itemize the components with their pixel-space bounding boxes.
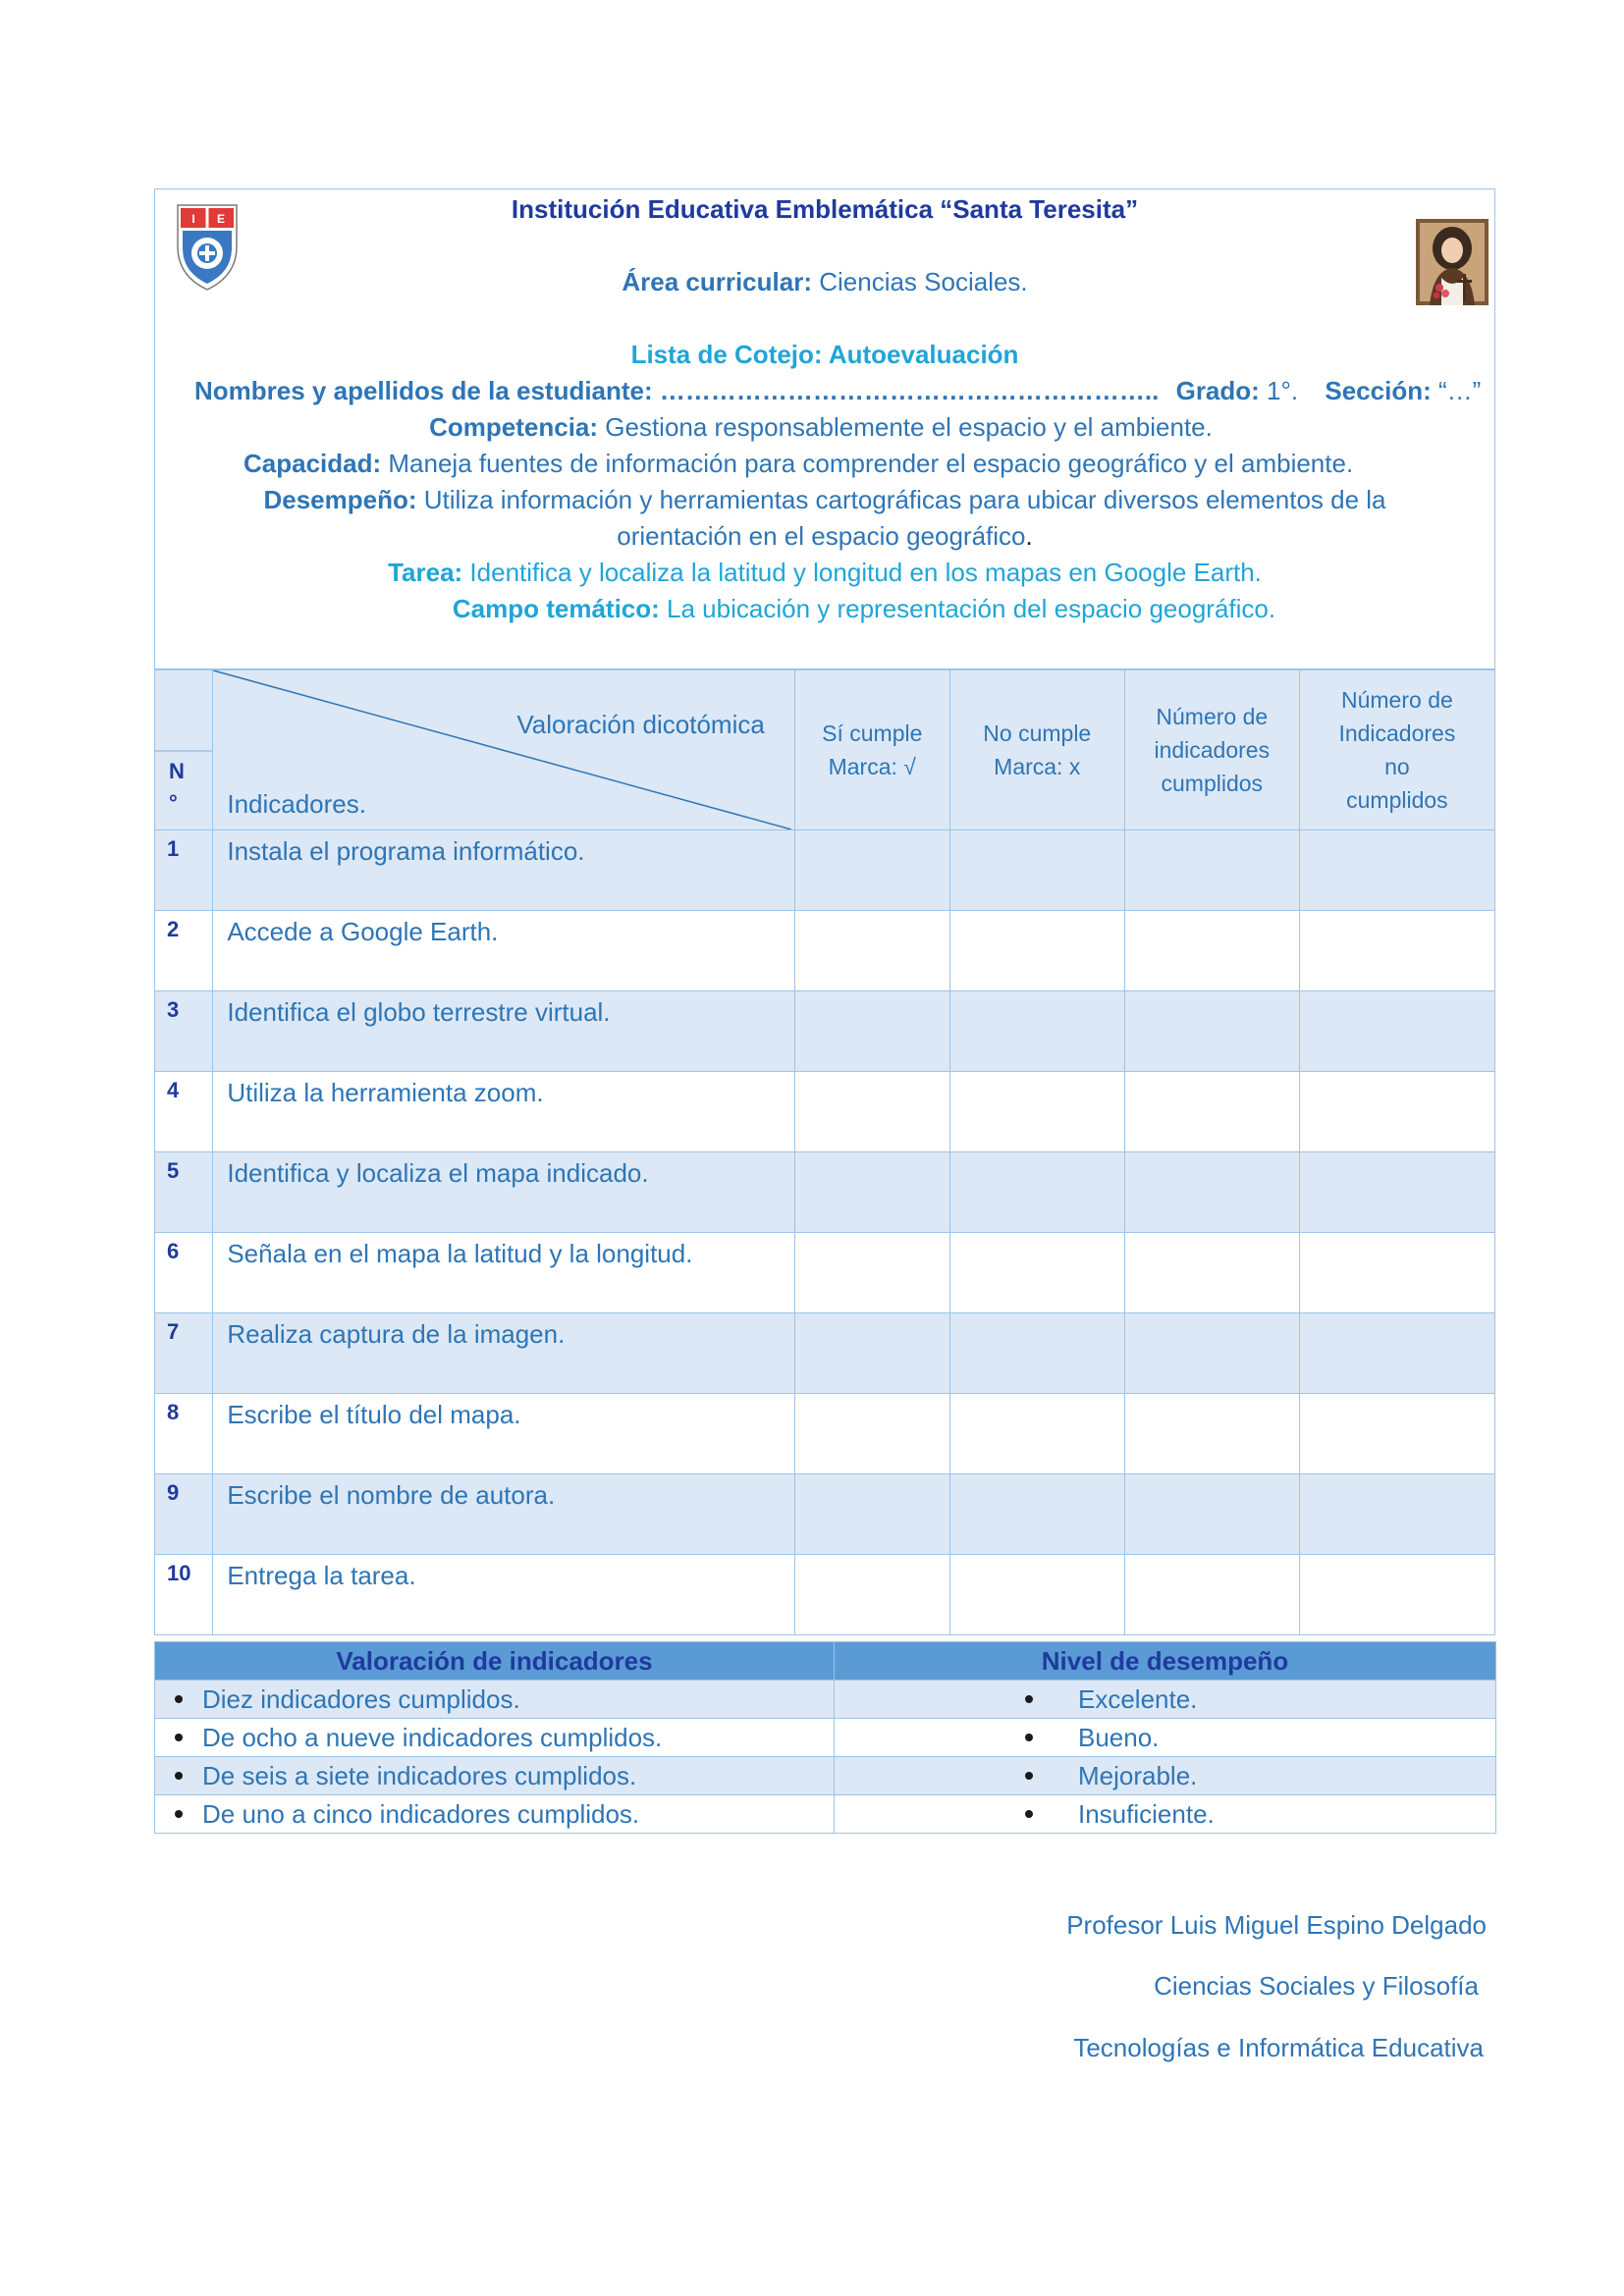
competencia-line — [151, 411, 1490, 443]
si-cumple-cell[interactable] — [794, 1152, 949, 1233]
indicator-text: Escribe el nombre de autora. — [213, 1474, 794, 1555]
numero-no-cumplidos-line: Número de — [1341, 687, 1453, 713]
numero-no-cumplidos-cell[interactable] — [1299, 830, 1494, 911]
capacidad-value: Maneja fuentes de información para comprender el espacio geográfico y el ambiente. — [381, 449, 1354, 478]
bullet-icon — [1025, 1734, 1033, 1741]
capacidad-label: Capacidad: — [244, 449, 382, 478]
desempeno-label: Desempeño: — [263, 485, 417, 514]
tarea-label: Tarea: — [388, 558, 463, 587]
table-row — [155, 1394, 1495, 1474]
indicadores-label: Indicadores. — [227, 789, 366, 819]
numero-no-cumplidos-header — [1299, 670, 1494, 830]
rubric-criterion — [155, 1719, 835, 1757]
indicator-text: Señala en el mapa la latitud y la longitud. — [213, 1233, 794, 1313]
desempeno-value-1: Utiliza información y herramientas cartográficas para ubicar diversos elementos de la — [416, 485, 1386, 514]
teacher-subject: Ciencias Sociales y Filosofía — [1154, 1971, 1479, 2001]
row-number: 3 — [155, 991, 213, 1072]
numero-cumplidos-line: indicadores — [1154, 737, 1271, 763]
numero-cumplidos-cell[interactable] — [1124, 911, 1299, 991]
numero-no-cumplidos-cell[interactable] — [1299, 911, 1494, 991]
grado-label: Grado: — [1175, 376, 1260, 405]
no-cumple-cell[interactable] — [949, 1555, 1124, 1635]
valoracion-indicadores-header: Valoración de indicadores — [155, 1642, 835, 1681]
seccion-value: “…” — [1431, 376, 1482, 405]
numero-no-cumplidos-cell[interactable] — [1299, 1474, 1494, 1555]
student-label: Nombres y apellidos de la estudiante: ………………………………………………….. — [194, 376, 1160, 405]
area-label: Área curricular: — [622, 267, 812, 296]
criterion-text: De seis a siete indicadores cumplidos. — [202, 1760, 637, 1790]
bullet-icon — [175, 1772, 183, 1780]
tarea-value: Identifica y localiza la latitud y longitud en los mapas en Google Earth. — [462, 558, 1262, 587]
no-cumple-cell[interactable] — [949, 991, 1124, 1072]
row-number: 6 — [155, 1233, 213, 1313]
table-header-row — [155, 670, 1495, 830]
numero-no-cumplidos-cell[interactable] — [1299, 1313, 1494, 1394]
no-cumple-cell[interactable] — [949, 911, 1124, 991]
si-cumple-cell[interactable] — [794, 1072, 949, 1152]
si-cumple-cell[interactable] — [794, 1555, 949, 1635]
numero-cumplidos-cell[interactable] — [1124, 1152, 1299, 1233]
rubric-row — [155, 1719, 1496, 1757]
desempeno-line-2 — [155, 520, 1494, 552]
no-cumple-cell[interactable] — [949, 1474, 1124, 1555]
numero-cumplidos-line: cumplidos — [1161, 771, 1264, 796]
desempeno-value-2: orientación en el espacio geográfico — [617, 521, 1026, 551]
checklist-title: Lista de Cotejo: Autoevaluación — [630, 340, 1019, 369]
desempeno-period: . — [1025, 521, 1033, 551]
si-cumple-header — [794, 670, 949, 830]
number-header-divider — [155, 670, 213, 829]
competencia-label: Competencia: — [429, 412, 599, 442]
indicator-text: Entrega la tarea. — [213, 1555, 794, 1635]
seccion-label: Sección: — [1325, 376, 1432, 405]
table-row — [155, 911, 1495, 991]
svg-text:E: E — [216, 212, 226, 226]
number-header-degree: ° — [169, 790, 178, 815]
curricular-area — [155, 266, 1494, 297]
rubric-criterion — [155, 1681, 835, 1719]
row-number: 1 — [155, 830, 213, 911]
numero-cumplidos-cell[interactable] — [1124, 1072, 1299, 1152]
numero-no-cumplidos-line: cumplidos — [1346, 787, 1448, 813]
indicator-text: Utiliza la herramienta zoom. — [213, 1072, 794, 1152]
rubric-level — [835, 1719, 1496, 1757]
table-row — [155, 1152, 1495, 1233]
bullet-icon — [175, 1810, 183, 1818]
si-cumple-cell[interactable] — [794, 911, 949, 991]
rubric-row — [155, 1681, 1496, 1719]
indicator-text: Realiza captura de la imagen. — [213, 1313, 794, 1394]
level-text: Bueno. — [1078, 1722, 1160, 1752]
si-cumple-cell[interactable] — [794, 1394, 949, 1474]
no-cumple-cell[interactable] — [949, 1233, 1124, 1313]
number-header — [155, 670, 213, 830]
numero-cumplidos-cell[interactable] — [1124, 1555, 1299, 1635]
numero-cumplidos-cell[interactable] — [1124, 991, 1299, 1072]
svg-text:I: I — [191, 212, 195, 226]
numero-cumplidos-cell[interactable] — [1124, 1313, 1299, 1394]
numero-cumplidos-line: Número de — [1156, 704, 1269, 729]
si-cumple-cell[interactable] — [794, 1474, 949, 1555]
level-text: Excelente. — [1078, 1683, 1198, 1714]
no-cumple-cell[interactable] — [949, 830, 1124, 911]
row-number: 8 — [155, 1394, 213, 1474]
numero-no-cumplidos-cell[interactable] — [1299, 1072, 1494, 1152]
numero-no-cumplidos-cell[interactable] — [1299, 1555, 1494, 1635]
indicator-text: Identifica el globo terrestre virtual. — [213, 991, 794, 1072]
no-cumple-label: No cumple — [983, 721, 1092, 746]
no-cumple-cell[interactable] — [949, 1072, 1124, 1152]
numero-cumplidos-cell[interactable] — [1124, 1474, 1299, 1555]
competencia-value: Gestiona responsablemente el espacio y el ambiente. — [598, 412, 1213, 442]
level-text: Insuficiente. — [1078, 1798, 1215, 1829]
numero-no-cumplidos-line: no — [1384, 754, 1410, 779]
no-cumple-cell[interactable] — [949, 1313, 1124, 1394]
numero-cumplidos-cell[interactable] — [1124, 830, 1299, 911]
numero-no-cumplidos-cell[interactable] — [1299, 1233, 1494, 1313]
number-header-n: N — [169, 759, 185, 783]
numero-no-cumplidos-line: Indicadores — [1338, 721, 1456, 746]
table-row — [155, 1555, 1495, 1635]
bullet-icon — [1025, 1695, 1033, 1703]
desempeno-line-1 — [155, 484, 1494, 515]
indicator-text: Accede a Google Earth. — [213, 911, 794, 991]
valoracion-dicotomica-label: Valoración dicotómica — [516, 710, 765, 739]
institution-name: Institución Educativa Emblemática “Santa Teresita” — [511, 194, 1139, 224]
row-number: 7 — [155, 1313, 213, 1394]
no-cumple-mark: Marca: x — [994, 754, 1081, 779]
rubric-level — [835, 1757, 1496, 1795]
table-row — [155, 991, 1495, 1072]
teacher-name: Profesor Luis Miguel Espino Delgado — [1066, 1910, 1487, 1940]
row-number: 10 — [155, 1555, 213, 1635]
no-cumple-header — [949, 670, 1124, 830]
table-row — [155, 830, 1495, 911]
rubric-level — [835, 1681, 1496, 1719]
no-cumple-cell[interactable] — [949, 1152, 1124, 1233]
si-cumple-cell[interactable] — [794, 1313, 949, 1394]
table-row — [155, 1072, 1495, 1152]
si-cumple-label: Sí cumple — [822, 721, 923, 746]
si-cumple-cell[interactable] — [794, 991, 949, 1072]
indicators-diagonal-header — [213, 670, 794, 830]
table-row — [155, 1233, 1495, 1313]
si-cumple-mark: Marca: √ — [828, 754, 916, 779]
si-cumple-cell[interactable] — [794, 1233, 949, 1313]
header-box — [154, 188, 1495, 669]
bullet-icon — [1025, 1810, 1033, 1818]
criterion-text: Diez indicadores cumplidos. — [202, 1683, 520, 1714]
bullet-icon — [1025, 1772, 1033, 1780]
rubric-row — [155, 1757, 1496, 1795]
criterion-text: De ocho a nueve indicadores cumplidos. — [202, 1722, 663, 1752]
indicator-text: Identifica y localiza el mapa indicado. — [213, 1152, 794, 1233]
rubric-criterion — [155, 1757, 835, 1795]
campo-value: La ubicación y representación del espacio geográfico. — [659, 594, 1276, 623]
campo-label: Campo temático: — [452, 594, 660, 623]
row-number: 9 — [155, 1474, 213, 1555]
numero-no-cumplidos-cell[interactable] — [1299, 1152, 1494, 1233]
capacidad-line — [244, 448, 1583, 479]
indicator-text: Escribe el título del mapa. — [213, 1394, 794, 1474]
indicator-text: Instala el programa informático. — [213, 830, 794, 911]
bullet-icon — [175, 1734, 183, 1741]
si-cumple-cell[interactable] — [794, 830, 949, 911]
performance-rubric-table — [154, 1641, 1496, 1834]
area-value: Ciencias Sociales. — [812, 267, 1028, 296]
numero-cumplidos-cell[interactable] — [1124, 1233, 1299, 1313]
campo-tematico-line — [194, 593, 1534, 624]
bullet-icon — [175, 1695, 183, 1703]
no-cumple-cell[interactable] — [949, 1394, 1124, 1474]
student-line — [194, 375, 1534, 406]
table-row — [155, 1474, 1495, 1555]
rubric-row — [155, 1795, 1496, 1834]
criterion-text: De uno a cinco indicadores cumplidos. — [202, 1798, 640, 1829]
tarea-line — [155, 557, 1494, 588]
rubric-level — [835, 1795, 1496, 1834]
row-number: 5 — [155, 1152, 213, 1233]
numero-no-cumplidos-cell[interactable] — [1299, 991, 1494, 1072]
numero-no-cumplidos-cell[interactable] — [1299, 1394, 1494, 1474]
numero-cumplidos-cell[interactable] — [1124, 1394, 1299, 1474]
teacher-specialty: Tecnologías e Informática Educativa — [1073, 2033, 1484, 2062]
level-text: Mejorable. — [1078, 1760, 1198, 1790]
grado-value: 1°. — [1259, 376, 1299, 405]
rubric-criterion — [155, 1795, 835, 1834]
row-number: 4 — [155, 1072, 213, 1152]
row-number: 2 — [155, 911, 213, 991]
table-row — [155, 1313, 1495, 1394]
numero-cumplidos-header — [1124, 670, 1299, 830]
rubric-header-row — [155, 1642, 1496, 1681]
nivel-desempeno-header: Nivel de desempeño — [835, 1642, 1496, 1681]
checklist-table — [154, 669, 1495, 1635]
